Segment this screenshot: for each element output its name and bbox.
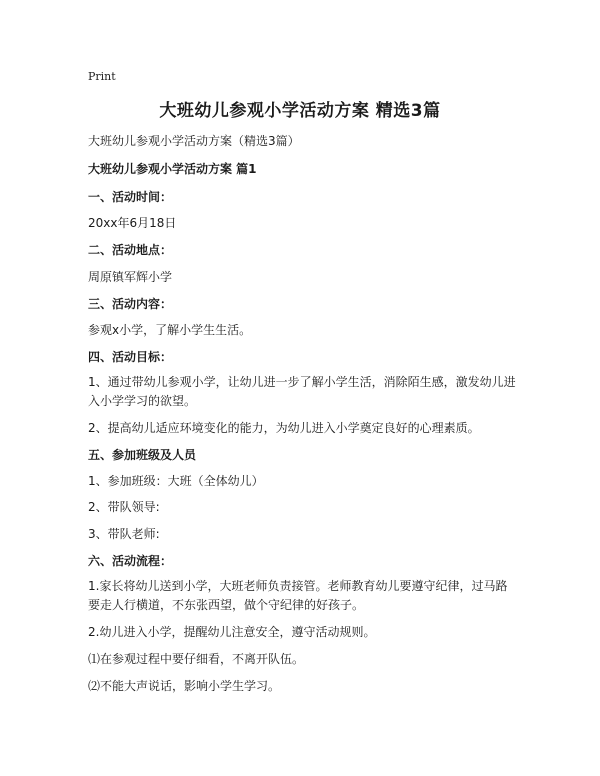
document-title: 大班幼儿参观小学活动方案 精选3篇	[159, 101, 441, 121]
participant-teacher: 3、带队老师:	[88, 527, 160, 541]
section-heading-part1: 大班幼儿参观小学活动方案 篇1	[88, 162, 257, 176]
heading-activity-location: 二、活动地点：	[88, 243, 173, 257]
heading-activity-content: 三、活动内容：	[88, 297, 173, 311]
activity-location-value: 周原镇军辉小学	[88, 270, 173, 284]
print-link[interactable]: Print	[88, 70, 116, 83]
subtitle: 大班幼儿参观小学活动方案（精选3篇）	[88, 134, 300, 148]
goal-item-2: 2、提高幼儿适应环境变化的能力，为幼儿进入小学奠定良好的心理素质。	[88, 421, 480, 435]
process-rule-1: ⑴在参观过程中要仔细看，不离开队伍。	[88, 652, 305, 666]
heading-activity-goals: 四、活动目标：	[88, 350, 173, 364]
heading-activity-process: 六、活动流程：	[88, 554, 173, 568]
activity-time-value: 20xx年6月18日	[88, 216, 177, 230]
heading-activity-time: 一、活动时间：	[88, 190, 173, 204]
activity-content-value: 参观x小学，了解小学生生活。	[88, 323, 252, 337]
heading-participants: 五、参加班级及人员	[88, 448, 197, 462]
goal-item-1: 1、通过带幼儿参观小学，让幼儿进一步了解小学生活，消除陌生感，激发幼儿进入小学学习的欲望。	[88, 375, 516, 408]
participant-leader: 2、带队领导:	[88, 500, 160, 514]
process-step-2: 2.幼儿进入小学，提醒幼儿注意安全，遵守活动规则。	[88, 625, 376, 639]
process-rule-2: ⑵不能大声说话，影响小学生学习。	[88, 679, 281, 693]
participant-class: 1、参加班级：大班（全体幼儿）	[88, 474, 264, 488]
process-step-1: 1.家长将幼儿送到小学，大班老师负责接管。老师教育幼儿要遵守纪律，过马路要走人行横道，不东张西望，做个守纪律的好孩子。	[88, 579, 508, 612]
